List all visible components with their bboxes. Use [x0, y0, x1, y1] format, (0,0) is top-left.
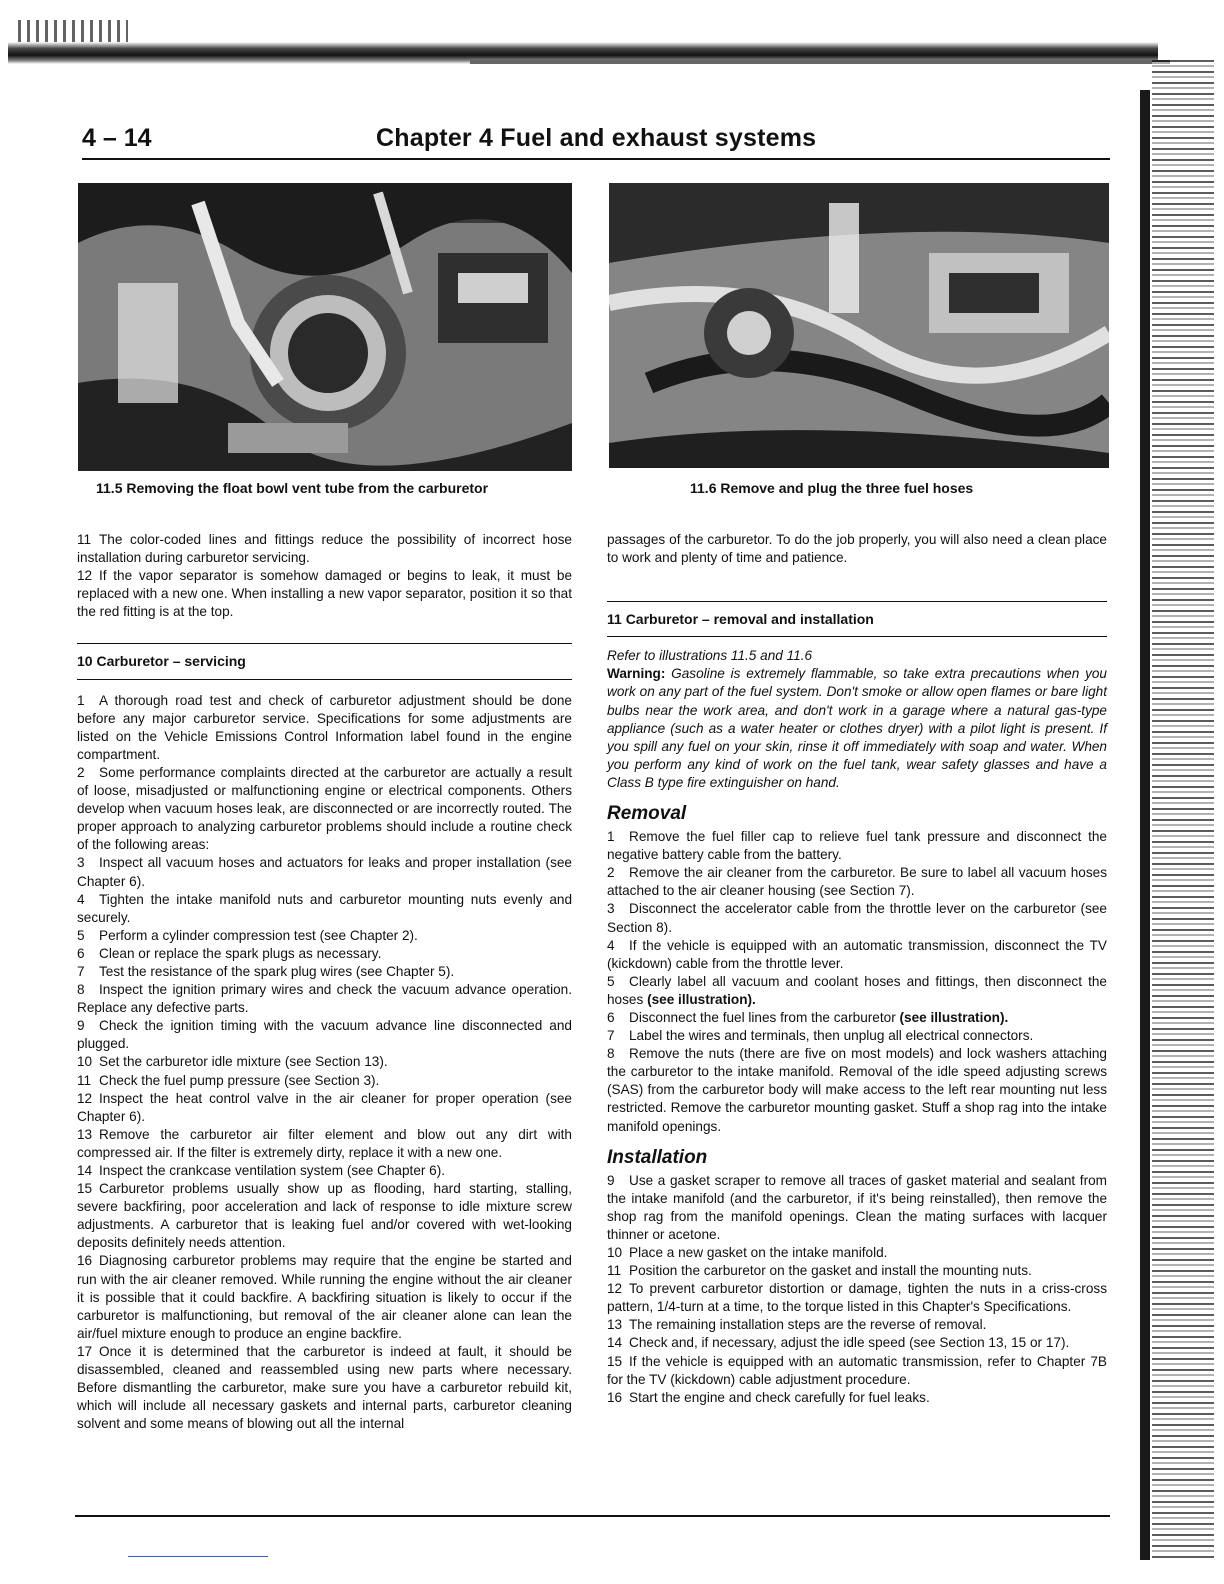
figure-caption-11-6: 11.6 Remove and plug the three fuel hoses	[690, 480, 974, 496]
scan-artifact-top	[0, 0, 1224, 70]
paragraph: 17 Once it is determined that the carburetor is indeed at fault, it should be disassembled, cleaned and reassembled using new parts where necessary. Before dismantling the carburetor, make sure you have a carburetor rebuild kit, which will include all necessary gaskets and internal parts, carburetor cleaning solvent and some means of blowing out all the internal	[77, 1343, 572, 1432]
paragraph: 12 To prevent carburetor distortion or damage, tighten the nuts in a criss-cross pattern, 1/4-turn at a time, to the torque listed in this Chapter's Specifications.	[607, 1281, 1107, 1315]
removal-heading: Removal	[607, 803, 687, 825]
warning-paragraph	[607, 665, 1107, 792]
paragraph: 5 Perform a cylinder compression test (see Chapter 2).	[77, 927, 418, 943]
paragraph: 6 Clean or replace the spark plugs as necessary.	[77, 945, 382, 961]
paragraph: 7 Label the wires and terminals, then unplug all electrical connectors.	[607, 1028, 1034, 1044]
paragraph: 11 Check the fuel pump pressure (see Section 3).	[77, 1072, 380, 1088]
paragraph: 6 Disconnect the fuel lines from the carburetor (see illustration).	[607, 1009, 1009, 1025]
paragraph: 5 Clearly label all vacuum and coolant hoses and fittings, then disconnect the hoses (see illustration).	[607, 973, 1107, 1007]
paragraph: 1 Remove the fuel filler cap to relieve fuel tank pressure and disconnect the negative battery cable from the battery.	[607, 829, 1107, 863]
illustration-reference: Refer to illustrations 11.5 and 11.6	[607, 648, 813, 664]
right-column	[607, 531, 1107, 1407]
footer-blue-line	[128, 1556, 268, 1557]
paragraph: 15 If the vehicle is equipped with an automatic transmission, refer to Chapter 7B for the TV (kickdown) cable adjustment procedure.	[607, 1353, 1107, 1387]
left-column	[77, 531, 572, 1433]
header-rule	[82, 158, 1110, 160]
paragraph: 12 If the vapor separator is somehow damaged or begins to leak, it must be replaced with a new one. When installing a new vapor separator, position it so that the red fitting is at the top.	[77, 568, 572, 620]
paragraph: 13 Remove the carburetor air filter element and blow out any dirt with compressed air. If the filter is extremely dirty, replace it with a new one.	[77, 1126, 572, 1160]
section-10-title: 10 Carburetor – servicing	[77, 653, 246, 670]
footer-rule	[75, 1515, 1110, 1517]
page-header	[82, 122, 1110, 160]
paragraph: 8 Inspect the ignition primary wires and check the vacuum advance operation. Replace any defective parts.	[77, 982, 572, 1016]
paragraph: 11 The color-coded lines and fittings reduce the possibility of incorrect hose installation during carburetor servicing.	[77, 532, 572, 566]
photo-float-bowl-vent-tube	[78, 183, 572, 471]
paragraph: 12 Inspect the heat control valve in the air cleaner for proper operation (see Chapter 6).	[77, 1090, 572, 1124]
paragraph: 9 Check the ignition timing with the vacuum advance line disconnected and plugged.	[77, 1018, 572, 1052]
scan-bar-thin	[470, 60, 1170, 64]
paragraph: 15 Carburetor problems usually show up as flooding, hard starting, stalling, severe backfiring, poor acceleration and lack of response to idle mixture screw adjustments. A carburetor that is leaking fuel and/or covered with wet-looking deposits definitely needs attention.	[77, 1181, 572, 1251]
section-11-title: 11 Carburetor – removal and installation	[607, 611, 874, 628]
paragraph: 3 Disconnect the accelerator cable from the throttle lever on the carburetor (see Section 8).	[607, 901, 1107, 935]
paragraph: 14 Inspect the crankcase ventilation system (see Chapter 6).	[77, 1163, 446, 1178]
paragraph: 4 If the vehicle is equipped with an automatic transmission, disconnect the TV (kickdown) cable from the throttle lever.	[607, 937, 1107, 971]
paragraph: 10 Set the carburetor idle mixture (see Section 13).	[77, 1054, 388, 1070]
paragraph: 13 The remaining installation steps are the reverse of removal.	[607, 1317, 987, 1333]
paragraph: 1 A thorough road test and check of carburetor adjustment should be done before any major carburetor service. Specifications for some adjustments are listed on the Vehicle Emissions Control Information label found in the engine compartment.	[77, 692, 572, 762]
paragraph: 9 Use a gasket scraper to remove all traces of gasket material and sealant from the intake manifold (and the carburetor, if it's being reinstalled), then remove the shop rag from the manifold openings. Clean the mating surfaces with lacquer thinner or acetone.	[607, 1172, 1107, 1242]
paragraph: 2 Remove the air cleaner from the carburetor. Be sure to label all vacuum hoses attached to the air cleaner housing (see Section 7).	[607, 865, 1107, 899]
paragraph: 7 Test the resistance of the spark plug wires (see Chapter 5).	[77, 963, 455, 979]
paragraph: 14 Check and, if necessary, adjust the idle speed (see Section 13, 15 or 17).	[607, 1335, 1070, 1351]
paragraph: 4 Tighten the intake manifold nuts and carburetor mounting nuts evenly and securely.	[77, 891, 572, 925]
scan-marks	[18, 20, 128, 42]
warning-label: Warning:	[607, 666, 666, 682]
scan-artifact-right	[1152, 60, 1214, 1560]
figure-caption-11-5: 11.5 Removing the float bowl vent tube from the carburetor	[96, 480, 489, 496]
paragraph: 10 Place a new gasket on the intake manifold.	[607, 1245, 888, 1260]
warning-text: Gasoline is extremely flammable, so take extra precautions when you work on any part of the fuel system. Don't smoke or allow open flames or bare light bulbs near the work area, and don't work in a garage where a natural gas-type appliance (such as a water heater or clothes dryer) with a pilot light is present. If you spill any fuel on your skin, rinse it off immediately with soap and water. When you perform any kind of work on the fuel tank, wear safety glasses and have a Class B type fire extinguisher on hand.	[607, 666, 1107, 790]
photo-left-image	[78, 183, 572, 471]
chapter-title: Chapter 4 Fuel and exhaust systems	[376, 124, 817, 152]
photo-fuel-hoses	[609, 183, 1109, 468]
paragraph: 2 Some performance complaints directed at the carburetor are actually a result of loose, misadjusted or malfunctioning engine or electrical components. Others develop when vacuum hoses leak, are disconnected or are incorrectly routed. The proper approach to analyzing carburetor problems should include a routine check of the following areas:	[77, 764, 572, 853]
photo-right-image	[609, 183, 1109, 468]
paragraph: 3 Inspect all vacuum hoses and actuators for leaks and proper installation (see Chapter 6).	[77, 855, 572, 889]
paragraph: 8 Remove the nuts (there are five on most models) and lock washers attaching the carburetor to the intake manifold. Removal of the idle speed adjusting screws (SAS) from the carburetor body will make access to the left rear mounting nut less restricted. Remove the carburetor mounting gasket. Stuff a shop rag into the intake manifold openings.	[607, 1046, 1107, 1134]
installation-heading: Installation	[607, 1146, 708, 1168]
paragraph-continuation: passages of the carburetor. To do the job properly, you will also need a clean place to work and plenty of time and patience.	[607, 532, 1107, 566]
page-number: 4 – 14	[82, 124, 152, 152]
paragraph: 11 Position the carburetor on the gasket and install the mounting nuts.	[607, 1263, 1032, 1279]
paragraph: 16 Diagnosing carburetor problems may require that the engine be started and run with the air cleaner removed. While running the engine without the air cleaner it is possible that it could backfire. A backfiring situation is likely to occur if the carburetor is malfunctioning, but removal of the air cleaner alone can lean the air/fuel mixture enough to produce an engine backfire.	[77, 1253, 572, 1341]
paragraph: 16 Start the engine and check carefully for fuel leaks.	[607, 1389, 930, 1405]
scan-binding-edge	[1140, 90, 1150, 1560]
